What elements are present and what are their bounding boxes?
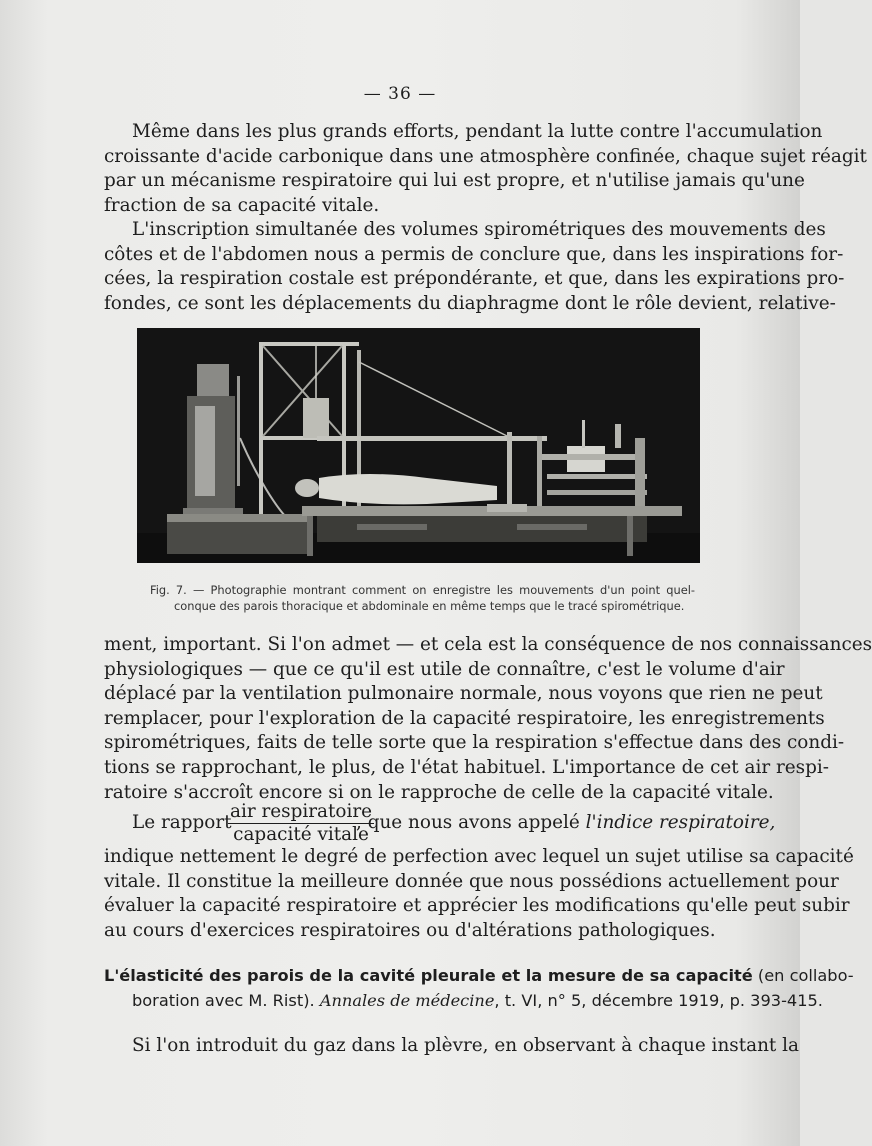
apparatus-photo-illustration [137,328,700,563]
text-line: croissante d'acide carbonique dans une atmosphère confinée, chaque sujet réagit [104,145,867,167]
reference-line [104,963,854,988]
reference-collab: boration avec M. Rist). [132,991,320,1010]
ratio-term: l'indice respiratoire, [585,812,776,833]
text-line: physiologiques — que ce qu'il est utile de connaître, c'est le volume d'air [104,658,785,680]
ratio-lead: Le rapport [132,812,232,833]
text-line: vitale. Il constitue la meilleure donnée que nous possédions actuellement pour [104,870,839,892]
page-number: — 36 — [363,84,437,104]
text-line: Si l'on introduit du gaz dans la plèvre, en observant à chaque instant la [132,1035,800,1056]
text-line: fraction de sa capacité vitale. [104,194,380,216]
ratio-rest [356,812,776,833]
caption-line: conque des parois thoracique et abdominale en même temps que le tracé spirométrique. [174,599,685,613]
fraction [228,802,374,846]
fraction-numerator: air respiratoire [230,801,373,822]
ratio-formula [104,801,776,845]
reference-title: L'élasticité des parois de la cavité pleurale et la mesure de sa capacité [104,966,753,985]
paragraph-3 [104,633,872,805]
ratio-rest-text: , que nous avons appelé [356,812,586,833]
text-line: déplacé par la ventilation pulmonaire normale, nous voyons que rien ne peut [104,683,823,705]
reference-citation: , t. VI, n° 5, décembre 1919, p. 393-415. [494,991,823,1010]
reference-title-tail: (en collabo- [752,966,854,985]
text-line: ment, important. Si l'on admet — et cela est la conséquence de nos connaissances [104,634,872,655]
text-line: par un mécanisme respiratoire qui lui est propre, et n'utilise jamais qu'une [104,170,805,192]
text-line: L'inscription simultanée des volumes spirométriques des mouvements des [132,219,826,240]
paragraph-4 [104,845,854,943]
reference-line [104,988,823,1013]
text-line: ratoire s'accroît encore si on le rapproche de celle de la capacité vitale. [104,781,774,803]
paragraph-1 [104,120,867,218]
text-line: au cours d'exercices respiratoires ou d'altérations pathologiques. [104,919,716,941]
reference-entry [104,963,854,1013]
text-line: tions se rapprochant, le plus, de l'état habituel. L'importance de cet air respi- [104,756,829,778]
paragraph-2 [104,218,845,316]
text-line: fondes, ce sont les déplacements du diaphragme dont le rôle devient, relative- [104,292,836,314]
text-line: remplacer, pour l'exploration de la capacité respiratoire, les enregistrements [104,707,825,729]
text-line: cées, la respiration costale est prépondérante, et que, dans les expirations pro- [104,268,845,290]
text-line: côtes et de l'abdomen nous a permis de conclure que, dans les inspirations for- [104,243,844,265]
paragraph-5 [104,1034,800,1059]
text-line: indique nettement le degré de perfection avec lequel un sujet utilise sa capacité [104,846,854,867]
caption-line: Fig. 7. — Photographie montrant comment on enregistre les mouvements d'un point quel- [150,583,695,597]
text-line: spirométriques, faits de telle sorte que la respiration s'effectue dans des condi- [104,732,845,754]
reference-journal: Annales de médecine [319,991,495,1010]
text-line: Même dans les plus grands efforts, pendant la lutte contre l'accumulation [132,121,823,142]
text-line: évaluer la capacité respiratoire et apprécier les modifications qu'elle peut subir [104,895,850,917]
figure-caption [150,582,695,614]
fraction-denominator: capacité vitale [233,824,369,845]
figure-photograph [137,328,700,563]
